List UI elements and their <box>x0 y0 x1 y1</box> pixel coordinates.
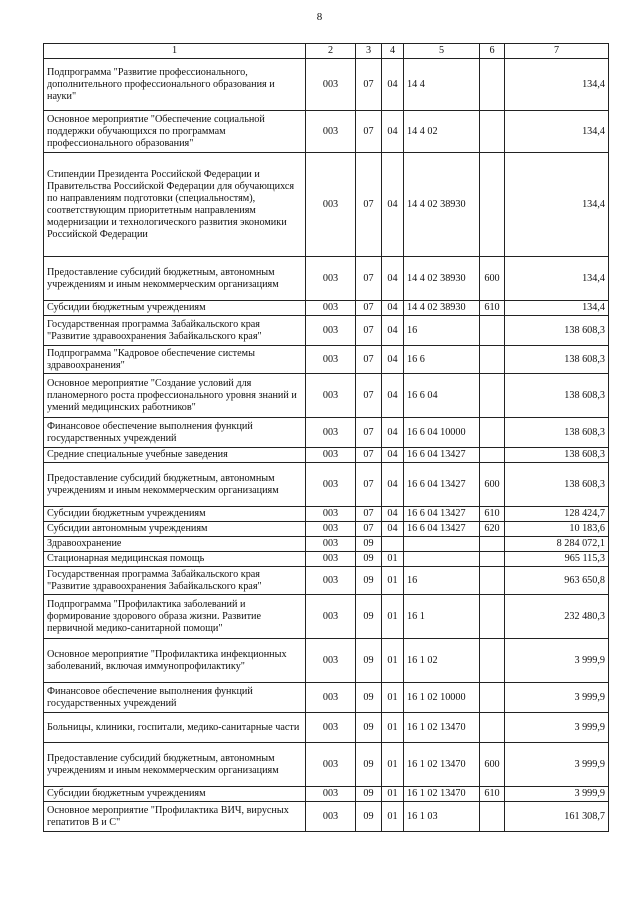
cell-vr: 610 <box>480 301 505 316</box>
cell-code: 003 <box>306 552 356 567</box>
cell-name: Субсидии бюджетным учреждениям <box>44 787 306 802</box>
cell-csr: 16 1 02 13470 <box>404 787 480 802</box>
cell-vr <box>480 713 505 743</box>
page-number: 8 <box>316 11 323 23</box>
table-row <box>44 346 609 374</box>
cell-sec: 07 <box>356 522 382 537</box>
cell-sub: 04 <box>382 111 404 153</box>
cell-sec: 07 <box>356 153 382 257</box>
table-row <box>44 713 609 743</box>
cell-code: 003 <box>306 463 356 507</box>
cell-vr <box>480 111 505 153</box>
table-header-row <box>44 44 609 59</box>
column-header: 6 <box>480 44 505 59</box>
cell-sum: 138 608,3 <box>505 463 609 507</box>
cell-name: Финансовое обеспечение выполнения функций государственных учреждений <box>44 418 306 448</box>
cell-vr <box>480 346 505 374</box>
cell-sec: 07 <box>356 316 382 346</box>
table-row <box>44 787 609 802</box>
cell-sum: 134,4 <box>505 153 609 257</box>
cell-code: 003 <box>306 448 356 463</box>
cell-csr: 16 1 02 <box>404 639 480 683</box>
cell-csr: 16 1 03 <box>404 802 480 832</box>
cell-sum: 128 424,7 <box>505 507 609 522</box>
cell-csr: 16 1 02 10000 <box>404 683 480 713</box>
cell-csr: 16 1 02 13470 <box>404 713 480 743</box>
cell-code: 003 <box>306 713 356 743</box>
cell-sub: 04 <box>382 257 404 301</box>
cell-name: Предоставление субсидий бюджетным, автономным учреждениям и иным некоммерческим организациям <box>44 257 306 301</box>
cell-vr <box>480 448 505 463</box>
cell-code: 003 <box>306 316 356 346</box>
cell-vr <box>480 552 505 567</box>
cell-sum: 134,4 <box>505 301 609 316</box>
cell-sum: 161 308,7 <box>505 802 609 832</box>
table-row <box>44 463 609 507</box>
cell-sub: 04 <box>382 448 404 463</box>
cell-sec: 09 <box>356 787 382 802</box>
cell-sub: 01 <box>382 787 404 802</box>
cell-sec: 09 <box>356 683 382 713</box>
cell-code: 003 <box>306 787 356 802</box>
column-header: 1 <box>44 44 306 59</box>
cell-code: 003 <box>306 153 356 257</box>
table-row <box>44 316 609 346</box>
column-header: 4 <box>382 44 404 59</box>
table-row <box>44 301 609 316</box>
cell-sum: 963 650,8 <box>505 567 609 595</box>
cell-sub: 01 <box>382 743 404 787</box>
cell-csr: 16 <box>404 316 480 346</box>
table-row <box>44 552 609 567</box>
cell-code: 003 <box>306 257 356 301</box>
cell-vr <box>480 418 505 448</box>
cell-sum: 3 999,9 <box>505 639 609 683</box>
cell-csr: 14 4 <box>404 59 480 111</box>
cell-sub: 04 <box>382 507 404 522</box>
table-row <box>44 374 609 418</box>
cell-sum: 3 999,9 <box>505 787 609 802</box>
cell-sub: 01 <box>382 639 404 683</box>
column-header: 2 <box>306 44 356 59</box>
cell-code: 003 <box>306 301 356 316</box>
cell-sub: 04 <box>382 346 404 374</box>
table-row <box>44 639 609 683</box>
cell-sum: 134,4 <box>505 59 609 111</box>
cell-name: Подпрограмма "Профилактика заболеваний и формирование здорового образа жизни. Развитие первичной медико-санитарной помощи" <box>44 595 306 639</box>
table-row <box>44 59 609 111</box>
table-row <box>44 683 609 713</box>
cell-csr <box>404 537 480 552</box>
table-body <box>44 59 609 832</box>
cell-sum: 138 608,3 <box>505 374 609 418</box>
cell-sec: 07 <box>356 463 382 507</box>
cell-sub: 01 <box>382 713 404 743</box>
cell-sec: 07 <box>356 507 382 522</box>
cell-name: Государственная программа Забайкальского края "Развитие здравоохранения Забайкальского края" <box>44 567 306 595</box>
cell-csr: 14 4 02 <box>404 111 480 153</box>
column-header: 7 <box>505 44 609 59</box>
cell-name: Подпрограмма "Развитие профессионального, дополнительного профессионального образования и науки" <box>44 59 306 111</box>
cell-name: Предоставление субсидий бюджетным, автономным учреждениям и иным некоммерческим организациям <box>44 463 306 507</box>
cell-vr <box>480 374 505 418</box>
cell-csr: 16 6 04 13427 <box>404 463 480 507</box>
table-row <box>44 111 609 153</box>
table-row <box>44 522 609 537</box>
cell-sec: 09 <box>356 552 382 567</box>
cell-vr <box>480 153 505 257</box>
cell-csr: 16 6 04 13427 <box>404 522 480 537</box>
cell-sub: 04 <box>382 301 404 316</box>
cell-sec: 09 <box>356 595 382 639</box>
cell-name: Средние специальные учебные заведения <box>44 448 306 463</box>
cell-csr <box>404 552 480 567</box>
cell-sub: 04 <box>382 316 404 346</box>
cell-sub: 04 <box>382 522 404 537</box>
cell-sec: 09 <box>356 537 382 552</box>
cell-sum: 138 608,3 <box>505 346 609 374</box>
cell-vr <box>480 683 505 713</box>
cell-sum: 138 608,3 <box>505 316 609 346</box>
column-header: 3 <box>356 44 382 59</box>
cell-sum: 3 999,9 <box>505 743 609 787</box>
table-row <box>44 257 609 301</box>
cell-name: Субсидии бюджетным учреждениям <box>44 507 306 522</box>
cell-name: Основное мероприятие "Обеспечение социальной поддержки обучающихся по программам профессионального образования" <box>44 111 306 153</box>
cell-vr: 610 <box>480 507 505 522</box>
cell-code: 003 <box>306 507 356 522</box>
cell-csr: 16 6 04 13427 <box>404 448 480 463</box>
cell-name: Основное мероприятие "Профилактика инфекционных заболеваний, включая иммунопрофилактику" <box>44 639 306 683</box>
cell-name: Здравоохранение <box>44 537 306 552</box>
table-row <box>44 595 609 639</box>
cell-sub: 04 <box>382 59 404 111</box>
cell-sum: 965 115,3 <box>505 552 609 567</box>
cell-sec: 07 <box>356 374 382 418</box>
cell-vr <box>480 59 505 111</box>
cell-name: Подпрограмма "Кадровое обеспечение системы здравоохранения" <box>44 346 306 374</box>
cell-sub: 04 <box>382 418 404 448</box>
cell-sum: 3 999,9 <box>505 683 609 713</box>
cell-sub: 04 <box>382 463 404 507</box>
cell-code: 003 <box>306 639 356 683</box>
cell-name: Предоставление субсидий бюджетным, автономным учреждениям и иным некоммерческим организациям <box>44 743 306 787</box>
cell-csr: 16 6 <box>404 346 480 374</box>
cell-sub: 01 <box>382 683 404 713</box>
cell-sec: 09 <box>356 713 382 743</box>
cell-vr: 610 <box>480 787 505 802</box>
cell-vr <box>480 802 505 832</box>
cell-csr: 16 6 04 13427 <box>404 507 480 522</box>
cell-sum: 134,4 <box>505 111 609 153</box>
table-row <box>44 743 609 787</box>
cell-sum: 138 608,3 <box>505 448 609 463</box>
cell-sum: 3 999,9 <box>505 713 609 743</box>
table-row <box>44 153 609 257</box>
cell-code: 003 <box>306 346 356 374</box>
table-row <box>44 567 609 595</box>
cell-sec: 09 <box>356 567 382 595</box>
cell-code: 003 <box>306 567 356 595</box>
table-row <box>44 802 609 832</box>
cell-vr <box>480 537 505 552</box>
cell-name: Основное мероприятие "Профилактика ВИЧ, вирусных гепатитов В и С" <box>44 802 306 832</box>
cell-sub: 04 <box>382 374 404 418</box>
cell-code: 003 <box>306 743 356 787</box>
cell-name: Больницы, клиники, госпитали, медико-санитарные части <box>44 713 306 743</box>
cell-csr: 16 <box>404 567 480 595</box>
cell-sum: 232 480,3 <box>505 595 609 639</box>
cell-csr: 16 1 02 13470 <box>404 743 480 787</box>
cell-vr: 600 <box>480 743 505 787</box>
cell-vr <box>480 639 505 683</box>
cell-name: Основное мероприятие "Создание условий для планомерного роста профессионального уровня знаний и умений медицинских работников" <box>44 374 306 418</box>
cell-sum: 138 608,3 <box>505 418 609 448</box>
cell-sec: 07 <box>356 346 382 374</box>
cell-sum: 10 183,6 <box>505 522 609 537</box>
cell-sec: 09 <box>356 743 382 787</box>
cell-name: Стипендии Президента Российской Федерации и Правительства Российской Федерации для обучающихся по направлениям подготовки (специальностям), соответствующим приоритетным направлениям модернизации и технологического развития экономики Российской Федерации <box>44 153 306 257</box>
cell-sub <box>382 537 404 552</box>
cell-sec: 07 <box>356 448 382 463</box>
cell-sub: 01 <box>382 802 404 832</box>
cell-vr <box>480 595 505 639</box>
cell-name: Субсидии автономным учреждениям <box>44 522 306 537</box>
cell-csr: 16 6 04 <box>404 374 480 418</box>
table-row <box>44 507 609 522</box>
cell-sec: 07 <box>356 59 382 111</box>
column-header: 5 <box>404 44 480 59</box>
cell-code: 003 <box>306 595 356 639</box>
cell-sub: 04 <box>382 153 404 257</box>
cell-sub: 01 <box>382 552 404 567</box>
cell-csr: 16 6 04 10000 <box>404 418 480 448</box>
cell-code: 003 <box>306 418 356 448</box>
cell-vr: 600 <box>480 257 505 301</box>
table-row <box>44 448 609 463</box>
table-row <box>44 418 609 448</box>
cell-code: 003 <box>306 683 356 713</box>
cell-sec: 07 <box>356 111 382 153</box>
cell-sub: 01 <box>382 595 404 639</box>
cell-code: 003 <box>306 374 356 418</box>
cell-name: Финансовое обеспечение выполнения функций государственных учреждений <box>44 683 306 713</box>
cell-csr: 14 4 02 38930 <box>404 153 480 257</box>
cell-code: 003 <box>306 59 356 111</box>
cell-sum: 8 284 072,1 <box>505 537 609 552</box>
budget-table <box>43 43 609 832</box>
table-row <box>44 537 609 552</box>
cell-name: Субсидии бюджетным учреждениям <box>44 301 306 316</box>
cell-vr <box>480 567 505 595</box>
cell-sec: 07 <box>356 257 382 301</box>
cell-csr: 16 1 <box>404 595 480 639</box>
cell-code: 003 <box>306 537 356 552</box>
cell-sec: 09 <box>356 802 382 832</box>
cell-vr: 600 <box>480 463 505 507</box>
cell-csr: 14 4 02 38930 <box>404 301 480 316</box>
cell-sum: 134,4 <box>505 257 609 301</box>
cell-sec: 07 <box>356 418 382 448</box>
cell-sec: 07 <box>356 301 382 316</box>
cell-vr <box>480 316 505 346</box>
cell-name: Государственная программа Забайкальского края "Развитие здравоохранения Забайкальского края" <box>44 316 306 346</box>
cell-name: Стационарная медицинская помощь <box>44 552 306 567</box>
cell-code: 003 <box>306 522 356 537</box>
cell-csr: 14 4 02 38930 <box>404 257 480 301</box>
cell-sec: 09 <box>356 639 382 683</box>
cell-sub: 01 <box>382 567 404 595</box>
cell-code: 003 <box>306 802 356 832</box>
cell-vr: 620 <box>480 522 505 537</box>
cell-code: 003 <box>306 111 356 153</box>
